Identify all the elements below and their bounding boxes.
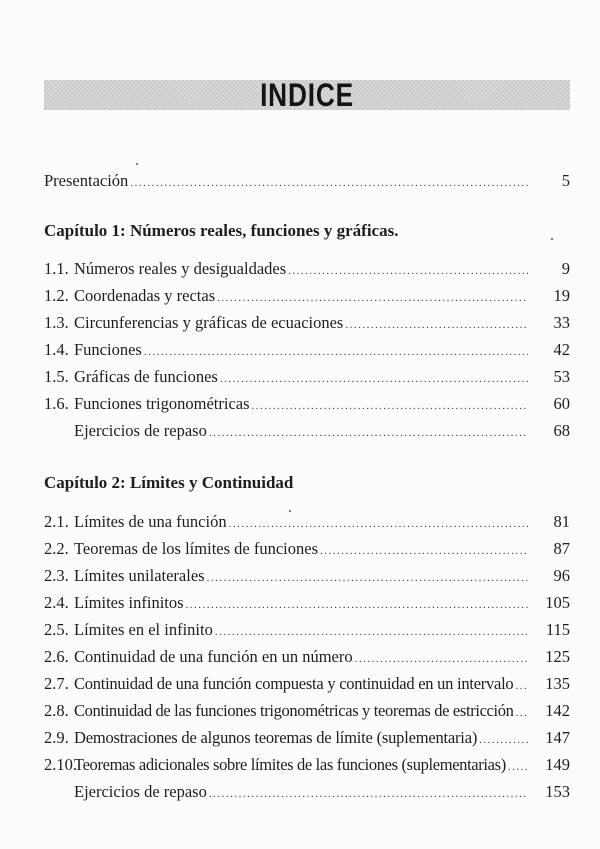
toc-entry-text: Funciones trigonométricas [74, 394, 250, 413]
toc-entry-page: 5 [561, 171, 570, 190]
toc-entry-text: Funciones [74, 340, 142, 359]
toc-entry-page: 33 [553, 313, 570, 332]
dot-leader [217, 287, 528, 309]
toc-entry-review[interactable] [44, 781, 570, 803]
toc-entry-number: 2.9. [44, 728, 69, 747]
dot-leader [288, 260, 528, 282]
toc-entry-number: 1.3. [44, 313, 69, 332]
toc-entry-page: 53 [553, 367, 570, 386]
toc-entry-text: Gráficas de funciones [74, 367, 218, 386]
scan-speck [551, 238, 553, 240]
toc-entry[interactable] [44, 592, 570, 614]
toc-entry-page: 147 [545, 728, 570, 747]
toc-entry-number: 2.8. [44, 701, 69, 720]
toc-entry[interactable] [44, 727, 570, 749]
chapter-1-heading: Capítulo 1: Números reales, funciones y gráficas. [44, 221, 399, 240]
toc-entry-number: 2.1. [44, 512, 69, 531]
toc-entry-page: 60 [553, 394, 570, 413]
toc-entry-text: Presentación [44, 171, 129, 190]
toc-entry-page: 81 [553, 512, 570, 531]
toc-entry-page: 142 [545, 701, 570, 720]
toc-entry-number: 2.7. [44, 674, 69, 693]
dot-leader [215, 621, 528, 643]
scan-speck [289, 510, 291, 512]
toc-entry-text: Demostraciones de algunos teoremas de límite (suplementaria) [74, 728, 478, 747]
toc-entry-page: 153 [545, 782, 570, 801]
toc-entry-page: 105 [545, 593, 570, 612]
toc-entry-number: 2.5. [44, 620, 69, 639]
dot-leader [516, 702, 528, 724]
dot-leader [479, 729, 528, 751]
toc-entry-text: Teoremas adicionales sobre límites de las funciones (suplementarias) [74, 755, 506, 774]
toc-entry-text: Continuidad de una función compuesta y continuidad en un intervalo [74, 674, 514, 693]
dot-leader [186, 594, 528, 616]
toc-entry-page: 125 [545, 647, 570, 666]
toc-entry-text: Coordenadas y rectas [74, 286, 216, 305]
toc-entry-text: Continuidad de una función en un número [74, 647, 353, 666]
toc-entry-review[interactable] [44, 420, 570, 442]
toc-entry[interactable] [44, 312, 570, 334]
toc-entry-number: 1.6. [44, 394, 69, 413]
toc-entry[interactable] [44, 393, 570, 415]
toc-entry-text: Números reales y desigualdades [74, 259, 287, 278]
dot-leader [345, 314, 528, 336]
toc-entry-page: 87 [553, 539, 570, 558]
toc-entry[interactable] [44, 339, 570, 361]
toc-entry-page: 19 [553, 286, 570, 305]
toc-entry-number: 1.4. [44, 340, 69, 359]
toc-entry-number: 2.10. [44, 755, 77, 774]
toc-entry-page: 96 [553, 566, 570, 585]
toc-entry-number: 1.5. [44, 367, 69, 386]
toc-entry-text: Límites unilaterales [74, 566, 205, 585]
toc-entry-presentacion[interactable] [44, 170, 570, 192]
toc-entry[interactable] [44, 366, 570, 388]
dot-leader [355, 648, 528, 670]
toc-entry[interactable] [44, 700, 570, 722]
toc-entry-number: 2.3. [44, 566, 69, 585]
dot-leader [144, 341, 528, 363]
toc-entry[interactable] [44, 511, 570, 533]
scan-speck [136, 163, 138, 165]
dot-leader [508, 756, 528, 778]
toc-entry[interactable] [44, 619, 570, 641]
toc-entry-text: Límites infinitos [74, 593, 184, 612]
page-title: INDICE [260, 77, 354, 113]
title-banner [44, 77, 570, 113]
toc-entry[interactable] [44, 673, 570, 695]
toc-entry-number: 2.2. [44, 539, 69, 558]
toc-entry-page: 149 [545, 755, 570, 774]
toc-entry[interactable] [44, 565, 570, 587]
toc-entry-text: Continuidad de las funciones trigonométricas y teoremas de estricción [74, 701, 514, 720]
toc-entry[interactable] [44, 646, 570, 668]
toc-entry-text: Ejercicios de repaso [74, 421, 207, 440]
toc-entry-number: 2.4. [44, 593, 69, 612]
dot-leader [207, 567, 528, 589]
dot-leader [229, 513, 528, 535]
toc-entry-text: Ejercicios de repaso [74, 782, 207, 801]
dot-leader [130, 172, 528, 194]
toc-entry[interactable] [44, 754, 570, 776]
toc-entry[interactable] [44, 258, 570, 280]
toc-entry-text: Circunferencias y gráficas de ecuaciones [74, 313, 344, 332]
toc-entry-number: 1.2. [44, 286, 69, 305]
toc-entry-page: 115 [545, 620, 570, 639]
toc-entry[interactable] [44, 285, 570, 307]
toc-entry-text: Teoremas de los límites de funciones [74, 539, 318, 558]
toc-entry-text: Límites en el infinito [74, 620, 213, 639]
dot-leader [515, 675, 528, 697]
toc-entry-number: 2.6. [44, 647, 69, 666]
toc-entry-text: Límites de una función [74, 512, 227, 531]
dot-leader [209, 422, 528, 444]
chapter-2-heading: Capítulo 2: Límites y Continuidad [44, 473, 294, 492]
toc-entry-page: 9 [561, 259, 570, 278]
toc-entry-page: 42 [553, 340, 570, 359]
dot-leader [220, 368, 528, 390]
dot-leader [252, 395, 528, 417]
dot-leader [209, 783, 528, 805]
toc-entry-number: 1.1. [44, 259, 69, 278]
toc-entry-page: 68 [553, 421, 570, 440]
dot-leader [320, 540, 528, 562]
toc-entry[interactable] [44, 538, 570, 560]
toc-entry-page: 135 [545, 674, 570, 693]
